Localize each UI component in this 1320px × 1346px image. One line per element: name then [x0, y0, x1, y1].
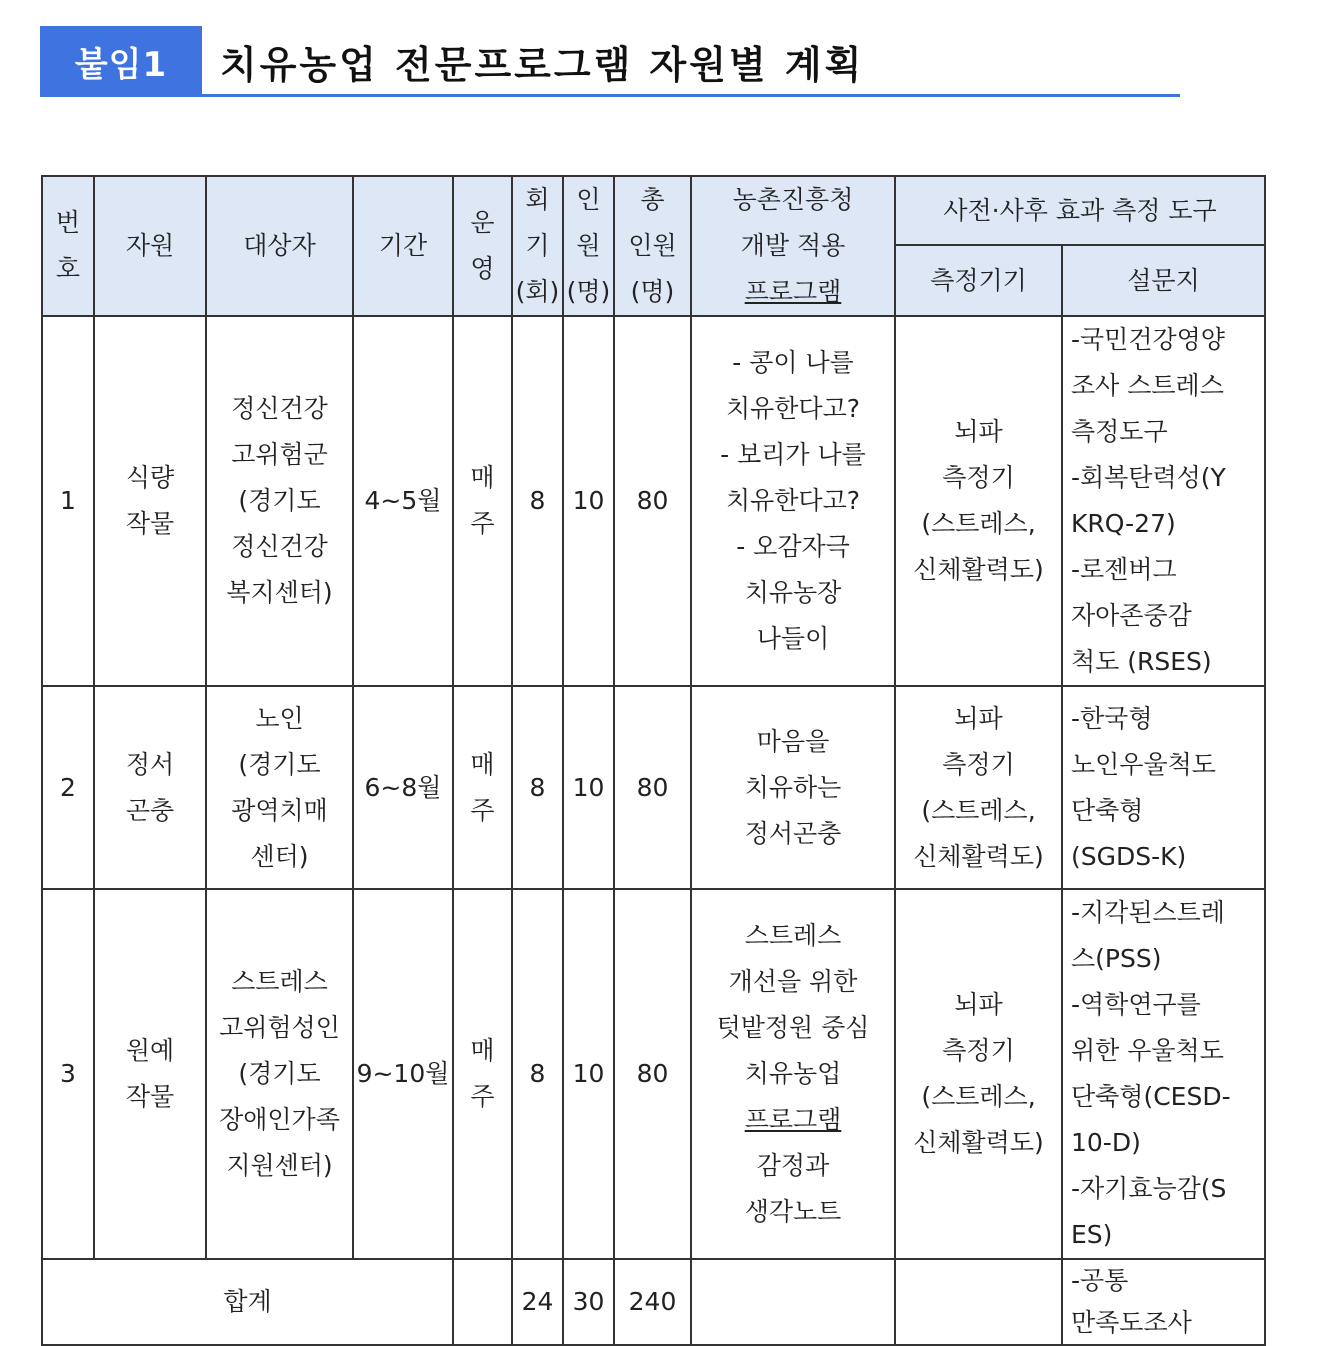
row-target: 정신건강 고위험군 (경기도 정신건강 복지센터) — [206, 316, 353, 686]
row-period: 4~5월 — [353, 316, 453, 686]
row-program: - 콩이 나를 치유한다고? - 보리가 나를 치유한다고? - 오감자극 치유농장 나들이 — [691, 316, 895, 686]
header-operation: 운 영 — [453, 176, 512, 316]
row-sessions: 8 — [512, 686, 563, 889]
row-total: 80 — [614, 889, 691, 1259]
header-program-line1: 농촌진흥청 개발 적용 — [732, 185, 854, 260]
row-sessions: 8 — [512, 316, 563, 686]
header-measure-group: 사전·사후 효과 측정 도구 — [895, 176, 1265, 245]
header-persons: 인 원 (명) — [563, 176, 614, 316]
header-total: 총 인원 (명) — [614, 176, 691, 316]
row-survey: -국민건강영양 조사 스트레스 측정도구 -회복탄력성(Y KRQ-27) -로젠버그 자아존중감 척도 (RSES) — [1062, 316, 1265, 686]
row-survey: -한국형 노인우울척도 단축형 (SGDS-K) — [1062, 686, 1265, 889]
row-program-sub: 감정과 생각노트 — [744, 1151, 842, 1226]
total-row — [42, 1259, 1265, 1345]
table-row — [42, 686, 1265, 889]
row-period: 6~8월 — [353, 686, 453, 889]
row-program — [691, 889, 895, 1259]
row-total: 80 — [614, 686, 691, 889]
header-resource: 자원 — [94, 176, 206, 316]
row-resource: 원예 작물 — [94, 889, 206, 1259]
title-underline — [40, 94, 1180, 97]
row-operation: 매 주 — [453, 316, 512, 686]
row-program: 마음을 치유하는 정서곤충 — [691, 686, 895, 889]
row-total: 80 — [614, 316, 691, 686]
total-operation — [453, 1259, 512, 1345]
total-program — [691, 1259, 895, 1345]
row-program-word: 프로그램 — [744, 1105, 842, 1134]
row-operation: 매 주 — [453, 889, 512, 1259]
row-no: 2 — [42, 686, 94, 889]
total-total: 240 — [614, 1259, 691, 1345]
row-persons: 10 — [563, 889, 614, 1259]
row-program-title: 스트레스 개선을 위한 텃밭정원 중심 치유농업 — [716, 921, 870, 1088]
header-device: 측정기기 — [895, 245, 1062, 316]
row-period: 9~10월 — [353, 889, 453, 1259]
row-sessions: 8 — [512, 889, 563, 1259]
total-device — [895, 1259, 1062, 1345]
total-persons: 30 — [563, 1259, 614, 1345]
header-program-line2: 프로그램 — [744, 277, 842, 306]
header-survey: 설문지 — [1062, 245, 1265, 316]
table-row — [42, 889, 1265, 1259]
header-no: 번 호 — [42, 176, 94, 316]
total-survey: -공통 만족도조사 — [1062, 1259, 1265, 1345]
total-label: 합계 — [42, 1259, 453, 1345]
attachment-badge: 붙임1 — [40, 26, 202, 96]
row-device: 뇌파 측정기 (스트레스, 신체활력도) — [895, 889, 1062, 1259]
header-program — [691, 176, 895, 316]
total-sessions: 24 — [512, 1259, 563, 1345]
row-persons: 10 — [563, 686, 614, 889]
program-plan-table — [41, 175, 1266, 1346]
row-resource: 식량 작물 — [94, 316, 206, 686]
row-target: 스트레스 고위험성인 (경기도 장애인가족 지원센터) — [206, 889, 353, 1259]
header-period: 기간 — [353, 176, 453, 316]
row-no: 3 — [42, 889, 94, 1259]
header-sessions: 회 기 (회) — [512, 176, 563, 316]
row-operation: 매 주 — [453, 686, 512, 889]
row-device: 뇌파 측정기 (스트레스, 신체활력도) — [895, 686, 1062, 889]
page-title: 치유농업 전문프로그램 자원별 계획 — [220, 42, 865, 87]
row-resource: 정서 곤충 — [94, 686, 206, 889]
table-row — [42, 316, 1265, 686]
row-persons: 10 — [563, 316, 614, 686]
document-title-bar — [40, 26, 1180, 98]
header-target: 대상자 — [206, 176, 353, 316]
row-survey: -지각된스트레 스(PSS) -역학연구를 위한 우울척도 단축형(CESD- 10-D) -자기효능감(S ES) — [1062, 889, 1265, 1259]
row-no: 1 — [42, 316, 94, 686]
row-target: 노인 (경기도 광역치매 센터) — [206, 686, 353, 889]
row-device: 뇌파 측정기 (스트레스, 신체활력도) — [895, 316, 1062, 686]
